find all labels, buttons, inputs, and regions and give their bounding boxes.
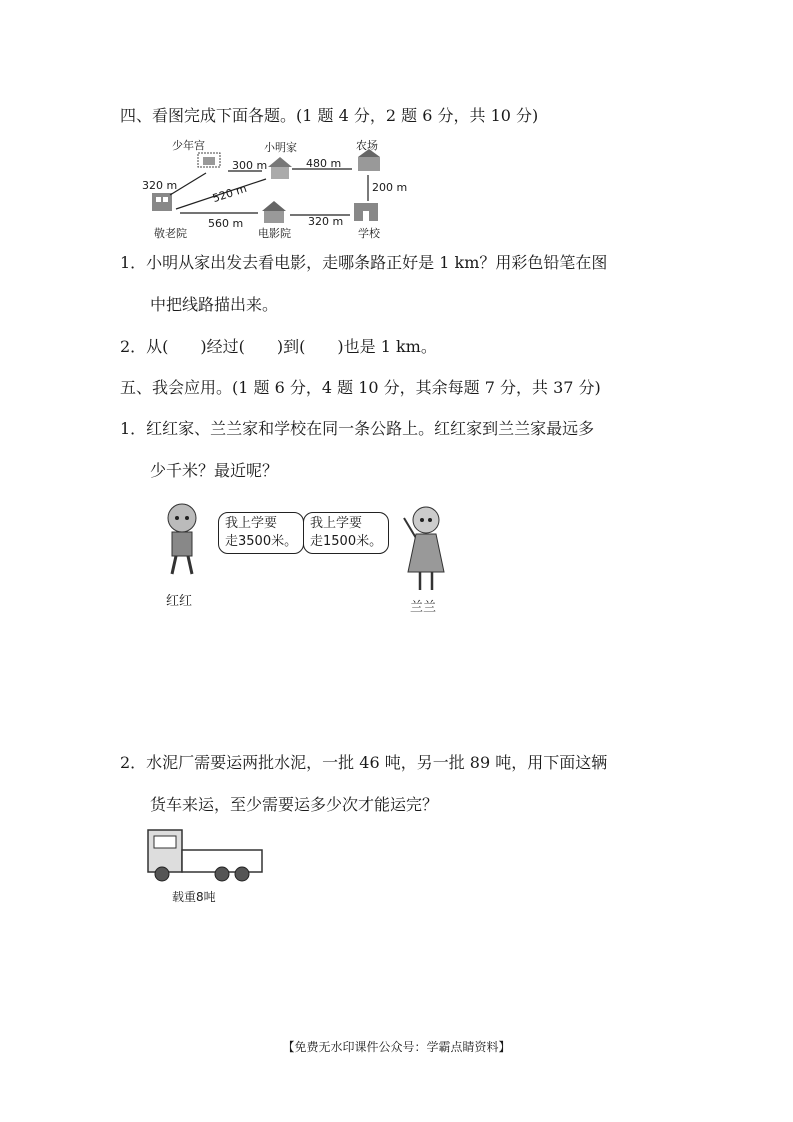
footer-note: 【免费无水印课件公众号：学霸点睛资料】 bbox=[282, 1040, 511, 1054]
truck-icon bbox=[146, 826, 266, 886]
truck-capacity-label: 载重8吨 bbox=[172, 890, 216, 904]
label-youth-palace: 少年宫 bbox=[172, 139, 205, 152]
dist-nursing-cinema: 560 m bbox=[208, 217, 244, 230]
bubble-right-line2: 走1500米。 bbox=[310, 534, 383, 549]
dist-home-farm: 480 m bbox=[306, 157, 342, 170]
nursing-home-icon bbox=[152, 193, 172, 211]
label-school: 学校 bbox=[358, 227, 380, 240]
bubble-left-line1: 我上学要 bbox=[225, 516, 278, 531]
section-5-title: 五、我会应用。(1 题 6 分，4 题 10 分，其余每题 7 分，共 37 分) bbox=[120, 378, 601, 397]
s5-q2-line1: 2．水泥厂需要运两批水泥，一批 46 吨，另一批 89 吨，用下面这辆 bbox=[120, 753, 608, 772]
label-farm: 农场 bbox=[356, 139, 378, 152]
s5-q1-line1: 1．红红家、兰兰家和学校在同一条公路上。红红家到兰兰家最远多 bbox=[120, 419, 595, 438]
cinema-icon bbox=[262, 201, 286, 223]
label-cinema: 电影院 bbox=[258, 227, 291, 240]
speech-bubble-left bbox=[218, 512, 304, 554]
section-4-title: 四、看图完成下面各题。(1 题 4 分，2 题 6 分，共 10 分) bbox=[120, 106, 539, 125]
s4-q1-line1: 1．小明从家出发去看电影，走哪条路正好是 1 km？用彩色铅笔在图 bbox=[120, 253, 608, 272]
lanlan-figure bbox=[398, 502, 454, 596]
youth-palace-icon bbox=[198, 153, 220, 167]
s5-q1-line2: 少千米？最近呢？ bbox=[150, 461, 279, 480]
name-lanlan: 兰兰 bbox=[410, 600, 437, 615]
label-xiaoming-home: 小明家 bbox=[264, 141, 297, 154]
s5-q2-line2: 货车来运，至少需要运多少次才能运完？ bbox=[150, 795, 439, 814]
dist-youth-nursing: 320 m bbox=[142, 179, 178, 192]
dist-youth-home: 300 m bbox=[232, 159, 268, 172]
bubble-right-line1: 我上学要 bbox=[310, 516, 363, 531]
dist-home-nursing: 520 m bbox=[210, 181, 249, 206]
speech-bubble-right bbox=[303, 512, 389, 554]
s4-q2: 2．从( )经过( )到( )也是 1 km。 bbox=[120, 337, 437, 356]
dist-farm-school: 200 m bbox=[372, 181, 408, 194]
name-honghong: 红红 bbox=[166, 594, 193, 609]
route-map bbox=[140, 135, 420, 245]
home-icon bbox=[268, 157, 292, 179]
dist-cinema-school: 320 m bbox=[308, 215, 344, 228]
honghong-figure bbox=[152, 500, 212, 580]
label-nursing-home: 敬老院 bbox=[154, 227, 187, 240]
s4-q1-line2: 中把线路描出来。 bbox=[150, 295, 279, 314]
school-icon bbox=[354, 203, 378, 221]
bubble-left-line2: 走3500米。 bbox=[225, 534, 298, 549]
